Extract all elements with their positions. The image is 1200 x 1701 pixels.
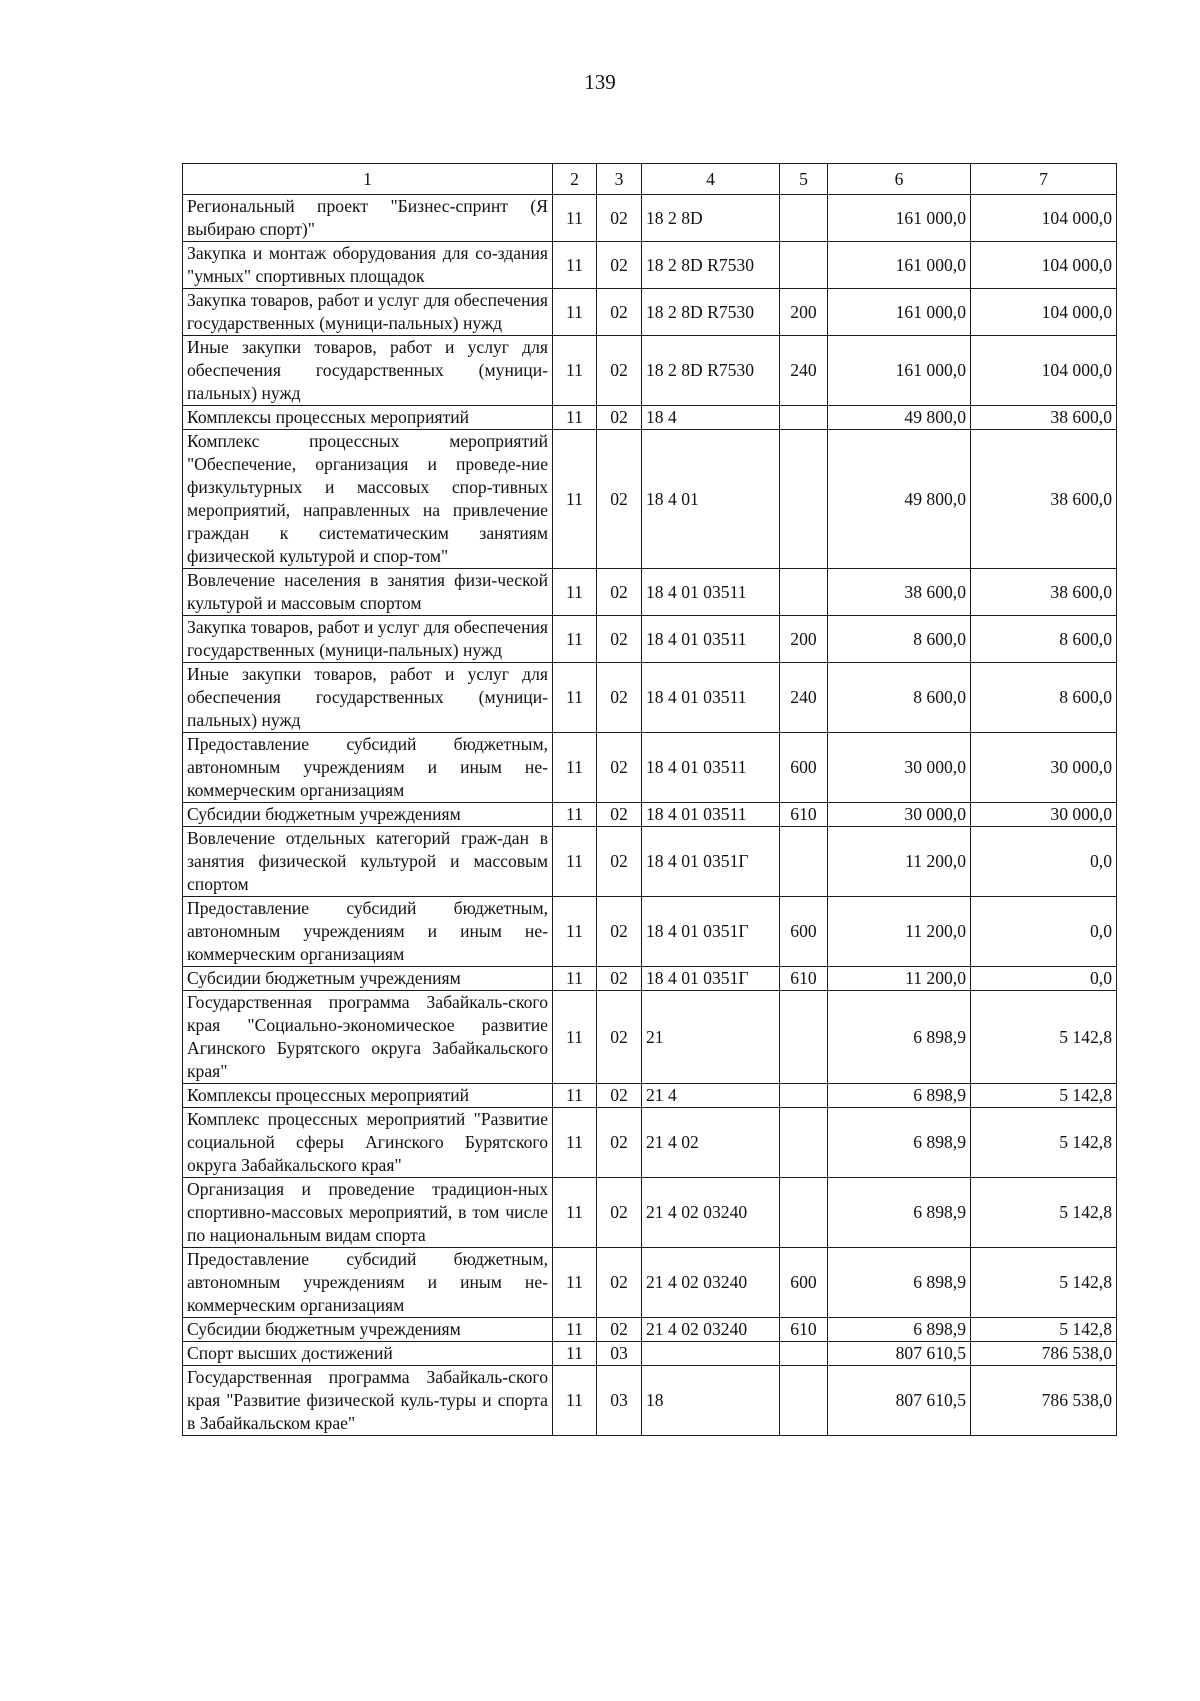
amount-col-6: 49 800,0 — [828, 430, 971, 569]
expense-type-code: 600 — [780, 1248, 828, 1318]
header-col-1: 1 — [183, 164, 553, 195]
amount-col-7: 8 600,0 — [971, 616, 1117, 663]
row-name: Организация и проведение традицион-ных спортивно-массовых мероприятий, в том числе по национальным видам спорта — [183, 1178, 553, 1248]
expense-type-code — [780, 430, 828, 569]
section-code: 11 — [553, 1178, 597, 1248]
subsection-code: 02 — [597, 991, 642, 1084]
target-article-code — [642, 1342, 780, 1366]
amount-col-7: 0,0 — [971, 967, 1117, 991]
section-code: 11 — [553, 195, 597, 242]
table-row — [183, 897, 1117, 967]
amount-col-7: 5 142,8 — [971, 1178, 1117, 1248]
target-article-code: 18 4 01 03511 — [642, 663, 780, 733]
amount-col-7: 5 142,8 — [971, 1248, 1117, 1318]
section-code: 11 — [553, 967, 597, 991]
target-article-code: 18 4 01 03511 — [642, 733, 780, 803]
target-article-code: 18 2 8D — [642, 195, 780, 242]
table-row — [183, 289, 1117, 336]
target-article-code: 18 4 01 0351Г — [642, 827, 780, 897]
expense-type-code — [780, 242, 828, 289]
subsection-code: 02 — [597, 1318, 642, 1342]
row-name: Предоставление субсидий бюджетным, автономным учреждениям и иным не-коммерческим организациям — [183, 733, 553, 803]
target-article-code: 21 4 02 03240 — [642, 1318, 780, 1342]
expense-type-code — [780, 1342, 828, 1366]
expense-type-code: 600 — [780, 733, 828, 803]
amount-col-7: 38 600,0 — [971, 430, 1117, 569]
budget-table — [182, 163, 1117, 1436]
subsection-code: 02 — [597, 1084, 642, 1108]
table-row — [183, 663, 1117, 733]
amount-col-7: 104 000,0 — [971, 336, 1117, 406]
table-row — [183, 991, 1117, 1084]
amount-col-6: 161 000,0 — [828, 195, 971, 242]
amount-col-7: 38 600,0 — [971, 406, 1117, 430]
table-row — [183, 569, 1117, 616]
target-article-code: 18 4 01 0351Г — [642, 897, 780, 967]
amount-col-6: 6 898,9 — [828, 1108, 971, 1178]
row-name: Предоставление субсидий бюджетным, автономным учреждениям и иным не-коммерческим организациям — [183, 1248, 553, 1318]
row-name: Региональный проект "Бизнес-спринт (Я выбираю спорт)" — [183, 195, 553, 242]
subsection-code: 02 — [597, 616, 642, 663]
target-article-code: 18 — [642, 1366, 780, 1436]
subsection-code: 02 — [597, 1178, 642, 1248]
table-body — [183, 195, 1117, 1436]
amount-col-7: 786 538,0 — [971, 1342, 1117, 1366]
section-code: 11 — [553, 406, 597, 430]
section-code: 11 — [553, 803, 597, 827]
table-row — [183, 616, 1117, 663]
expense-type-code — [780, 827, 828, 897]
header-col-6: 6 — [828, 164, 971, 195]
subsection-code: 02 — [597, 803, 642, 827]
target-article-code: 18 2 8D R7530 — [642, 242, 780, 289]
page-number: 139 — [584, 70, 616, 94]
table-row — [183, 967, 1117, 991]
section-code: 11 — [553, 1084, 597, 1108]
subsection-code: 02 — [597, 663, 642, 733]
target-article-code: 21 4 02 — [642, 1108, 780, 1178]
table-row — [183, 827, 1117, 897]
amount-col-7: 104 000,0 — [971, 195, 1117, 242]
amount-col-6: 11 200,0 — [828, 827, 971, 897]
header-col-3: 3 — [597, 164, 642, 195]
amount-col-6: 161 000,0 — [828, 289, 971, 336]
expense-type-code: 610 — [780, 803, 828, 827]
expense-type-code — [780, 1084, 828, 1108]
subsection-code: 02 — [597, 289, 642, 336]
table-row — [183, 1084, 1117, 1108]
amount-col-7: 786 538,0 — [971, 1366, 1117, 1436]
amount-col-7: 0,0 — [971, 897, 1117, 967]
expense-type-code: 240 — [780, 336, 828, 406]
table-row — [183, 406, 1117, 430]
subsection-code: 02 — [597, 195, 642, 242]
subsection-code: 02 — [597, 827, 642, 897]
header-col-4: 4 — [642, 164, 780, 195]
amount-col-6: 11 200,0 — [828, 967, 971, 991]
table-row — [183, 1248, 1117, 1318]
table-row — [183, 195, 1117, 242]
header-col-7: 7 — [971, 164, 1117, 195]
amount-col-7: 5 142,8 — [971, 1084, 1117, 1108]
section-code: 11 — [553, 430, 597, 569]
section-code: 11 — [553, 1366, 597, 1436]
row-name: Иные закупки товаров, работ и услуг для обеспечения государственных (муници-пальных) нужд — [183, 663, 553, 733]
row-name: Государственная программа Забайкаль-ского края "Развитие физической куль-туры и спорта в Забайкальском крае" — [183, 1366, 553, 1436]
table-row — [183, 336, 1117, 406]
row-name: Предоставление субсидий бюджетным, автономным учреждениям и иным не-коммерческим организациям — [183, 897, 553, 967]
expense-type-code — [780, 1108, 828, 1178]
subsection-code: 02 — [597, 1108, 642, 1178]
amount-col-6: 161 000,0 — [828, 336, 971, 406]
header-col-5: 5 — [780, 164, 828, 195]
row-name: Спорт высших достижений — [183, 1342, 553, 1366]
expense-type-code — [780, 1366, 828, 1436]
row-name: Субсидии бюджетным учреждениям — [183, 803, 553, 827]
amount-col-7: 5 142,8 — [971, 1108, 1117, 1178]
expense-type-code — [780, 406, 828, 430]
target-article-code: 18 4 01 03511 — [642, 616, 780, 663]
target-article-code: 18 4 — [642, 406, 780, 430]
section-code: 11 — [553, 897, 597, 967]
target-article-code: 18 4 01 — [642, 430, 780, 569]
amount-col-6: 38 600,0 — [828, 569, 971, 616]
amount-col-7: 30 000,0 — [971, 733, 1117, 803]
expense-type-code — [780, 569, 828, 616]
amount-col-6: 6 898,9 — [828, 1318, 971, 1342]
target-article-code: 18 4 01 03511 — [642, 569, 780, 616]
target-article-code: 18 4 01 0351Г — [642, 967, 780, 991]
expense-type-code: 240 — [780, 663, 828, 733]
amount-col-7: 5 142,8 — [971, 1318, 1117, 1342]
row-name: Иные закупки товаров, работ и услуг для обеспечения государственных (муници-пальных) нужд — [183, 336, 553, 406]
amount-col-6: 8 600,0 — [828, 663, 971, 733]
expense-type-code: 610 — [780, 1318, 828, 1342]
amount-col-7: 8 600,0 — [971, 663, 1117, 733]
target-article-code: 18 4 01 03511 — [642, 803, 780, 827]
table-row — [183, 1342, 1117, 1366]
section-code: 11 — [553, 1248, 597, 1318]
amount-col-6: 49 800,0 — [828, 406, 971, 430]
row-name: Комплекс процессных мероприятий "Обеспечение, организация и проведе-ние физкультурных и массовых спор-тивных мероприятий, направленных на привлечение граждан к систематическим занятиям физической культурой и спор-том" — [183, 430, 553, 569]
section-code: 11 — [553, 1108, 597, 1178]
amount-col-6: 30 000,0 — [828, 803, 971, 827]
subsection-code: 03 — [597, 1366, 642, 1436]
row-name: Закупка и монтаж оборудования для со-здания "умных" спортивных площадок — [183, 242, 553, 289]
subsection-code: 02 — [597, 733, 642, 803]
amount-col-6: 11 200,0 — [828, 897, 971, 967]
section-code: 11 — [553, 991, 597, 1084]
subsection-code: 03 — [597, 1342, 642, 1366]
row-name: Закупка товаров, работ и услуг для обеспечения государственных (муници-пальных) нужд — [183, 616, 553, 663]
expense-type-code — [780, 1178, 828, 1248]
amount-col-6: 807 610,5 — [828, 1342, 971, 1366]
row-name: Закупка товаров, работ и услуг для обеспечения государственных (муници-пальных) нужд — [183, 289, 553, 336]
expense-type-code: 600 — [780, 897, 828, 967]
target-article-code: 21 4 02 03240 — [642, 1248, 780, 1318]
target-article-code: 21 — [642, 991, 780, 1084]
section-code: 11 — [553, 242, 597, 289]
row-name: Комплексы процессных мероприятий — [183, 406, 553, 430]
table-row — [183, 1108, 1117, 1178]
section-code: 11 — [553, 616, 597, 663]
section-code: 11 — [553, 1318, 597, 1342]
table-row — [183, 430, 1117, 569]
amount-col-7: 104 000,0 — [971, 242, 1117, 289]
table-header-row — [183, 164, 1117, 195]
subsection-code: 02 — [597, 336, 642, 406]
amount-col-6: 807 610,5 — [828, 1366, 971, 1436]
subsection-code: 02 — [597, 897, 642, 967]
table-row — [183, 733, 1117, 803]
amount-col-6: 6 898,9 — [828, 1178, 971, 1248]
table-row — [183, 1318, 1117, 1342]
row-name: Государственная программа Забайкаль-ского края "Социально-экономическое развитие Агинского Бурятского округа Забайкальского края" — [183, 991, 553, 1084]
expense-type-code: 200 — [780, 616, 828, 663]
subsection-code: 02 — [597, 967, 642, 991]
header-col-2: 2 — [553, 164, 597, 195]
expense-type-code — [780, 195, 828, 242]
section-code: 11 — [553, 827, 597, 897]
row-name: Субсидии бюджетным учреждениям — [183, 1318, 553, 1342]
section-code: 11 — [553, 289, 597, 336]
row-name: Вовлечение отдельных категорий граж-дан в занятия физической культурой и массовым спортом — [183, 827, 553, 897]
table-row — [183, 242, 1117, 289]
table-row — [183, 1178, 1117, 1248]
amount-col-6: 6 898,9 — [828, 1248, 971, 1318]
target-article-code: 21 4 02 03240 — [642, 1178, 780, 1248]
amount-col-6: 6 898,9 — [828, 1084, 971, 1108]
table-row — [183, 803, 1117, 827]
amount-col-7: 0,0 — [971, 827, 1117, 897]
target-article-code: 21 4 — [642, 1084, 780, 1108]
target-article-code: 18 2 8D R7530 — [642, 289, 780, 336]
amount-col-6: 161 000,0 — [828, 242, 971, 289]
subsection-code: 02 — [597, 569, 642, 616]
row-name: Комплексы процессных мероприятий — [183, 1084, 553, 1108]
amount-col-6: 30 000,0 — [828, 733, 971, 803]
section-code: 11 — [553, 663, 597, 733]
table-row — [183, 1366, 1117, 1436]
subsection-code: 02 — [597, 242, 642, 289]
section-code: 11 — [553, 336, 597, 406]
expense-type-code: 200 — [780, 289, 828, 336]
amount-col-7: 38 600,0 — [971, 569, 1117, 616]
amount-col-7: 30 000,0 — [971, 803, 1117, 827]
subsection-code: 02 — [597, 1248, 642, 1318]
amount-col-7: 5 142,8 — [971, 991, 1117, 1084]
expense-type-code: 610 — [780, 967, 828, 991]
section-code: 11 — [553, 1342, 597, 1366]
expense-type-code — [780, 991, 828, 1084]
amount-col-6: 6 898,9 — [828, 991, 971, 1084]
row-name: Субсидии бюджетным учреждениям — [183, 967, 553, 991]
row-name: Комплекс процессных мероприятий "Развитие социальной сферы Агинского Бурятского округа Забайкальского края" — [183, 1108, 553, 1178]
subsection-code: 02 — [597, 430, 642, 569]
amount-col-7: 104 000,0 — [971, 289, 1117, 336]
amount-col-6: 8 600,0 — [828, 616, 971, 663]
target-article-code: 18 2 8D R7530 — [642, 336, 780, 406]
section-code: 11 — [553, 569, 597, 616]
row-name: Вовлечение населения в занятия физи-ческой культурой и массовым спортом — [183, 569, 553, 616]
subsection-code: 02 — [597, 406, 642, 430]
section-code: 11 — [553, 733, 597, 803]
